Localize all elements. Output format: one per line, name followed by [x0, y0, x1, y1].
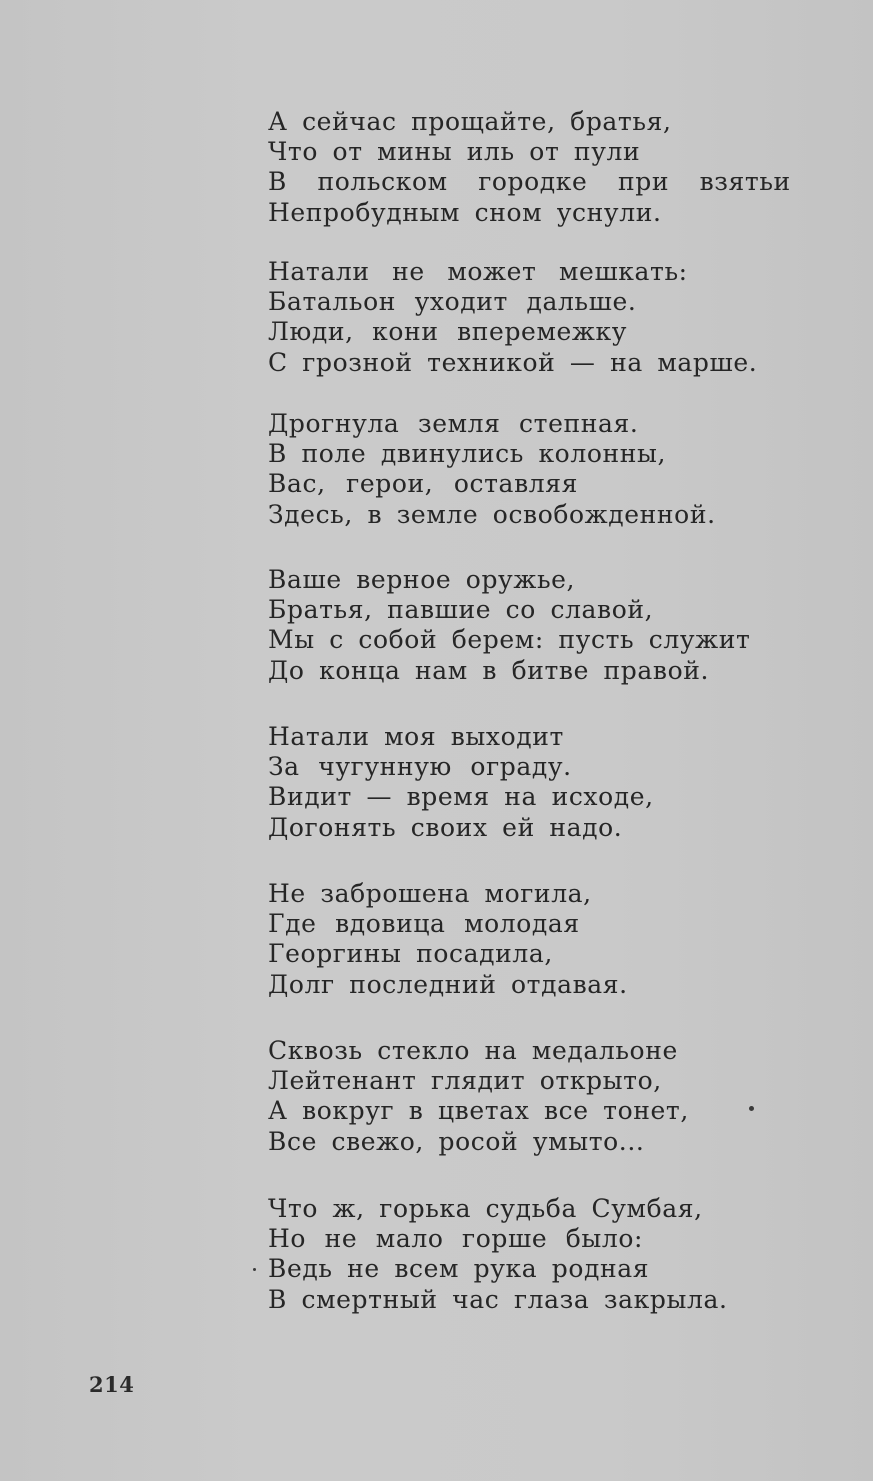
ink-speck	[749, 1106, 754, 1111]
ink-speck	[253, 1268, 256, 1271]
stanza	[268, 1036, 689, 1157]
poem-line: В смертный час глаза закрыла.	[268, 1284, 728, 1314]
poem-line: Братья, павшие со славой,	[268, 595, 654, 625]
poem-line: Не заброшена могила,	[268, 879, 592, 908]
stanza	[268, 107, 791, 228]
poem-line: Что ж, горька судьба Сумбая,	[268, 1194, 703, 1223]
stanza	[268, 409, 716, 530]
poem-line: С грозной техникой — на марше.	[268, 347, 758, 377]
poem-line: А вокруг в цветах все тонет,	[268, 1096, 689, 1126]
poem-line: Лейтенант глядит открыто,	[268, 1066, 662, 1096]
poem-line: Видит — время на исходе,	[268, 782, 654, 812]
stanza	[268, 722, 654, 843]
stanza	[268, 879, 628, 1000]
poem-line: Догонять своих ей надо.	[268, 812, 623, 842]
stanza	[268, 1194, 728, 1315]
poem-line: Непробудным сном уснули.	[268, 197, 662, 227]
poem-line: За чугунную ограду.	[268, 752, 572, 782]
stanza	[268, 257, 757, 378]
poem-line: Но не мало горше было:	[268, 1224, 644, 1254]
poem-line: Натали не может мешкать:	[268, 257, 688, 286]
poem-line: Все свежо, росой умыто...	[268, 1126, 645, 1156]
poem-line: Батальон уходит дальше.	[268, 287, 637, 317]
page-number: 214	[89, 1372, 135, 1397]
poem-line: Георгины посадила,	[268, 939, 553, 969]
poem-line: В польском городке при взятьи	[268, 167, 791, 197]
poem-line: Люди, кони вперемежку	[268, 317, 628, 347]
poem-line: В поле двинулись колонны,	[268, 439, 667, 469]
poem-line: Ведь не всем рука родная	[268, 1254, 650, 1284]
poem-line: До конца нам в битве правой.	[268, 655, 710, 685]
stanza	[268, 565, 750, 686]
poem-line: Здесь, в земле освобожденной.	[268, 499, 716, 529]
poem-line: Что от мины иль от пули	[268, 137, 641, 167]
poem-line: Дрогнула земля степная.	[268, 409, 639, 438]
poem-line: А сейчас прощайте, братья,	[268, 107, 672, 136]
poem-line: Вас, герои, оставляя	[268, 469, 578, 499]
poem-line: Где вдовица молодая	[268, 909, 580, 939]
poem-line: Долг последний отдавая.	[268, 969, 628, 999]
poem-line: Мы с собой берем: пусть служит	[268, 625, 751, 655]
poem-line: Сквозь стекло на медальоне	[268, 1036, 678, 1065]
poem-line: Ваше верное оружье,	[268, 565, 576, 594]
poem-line: Натали моя выходит	[268, 722, 564, 751]
